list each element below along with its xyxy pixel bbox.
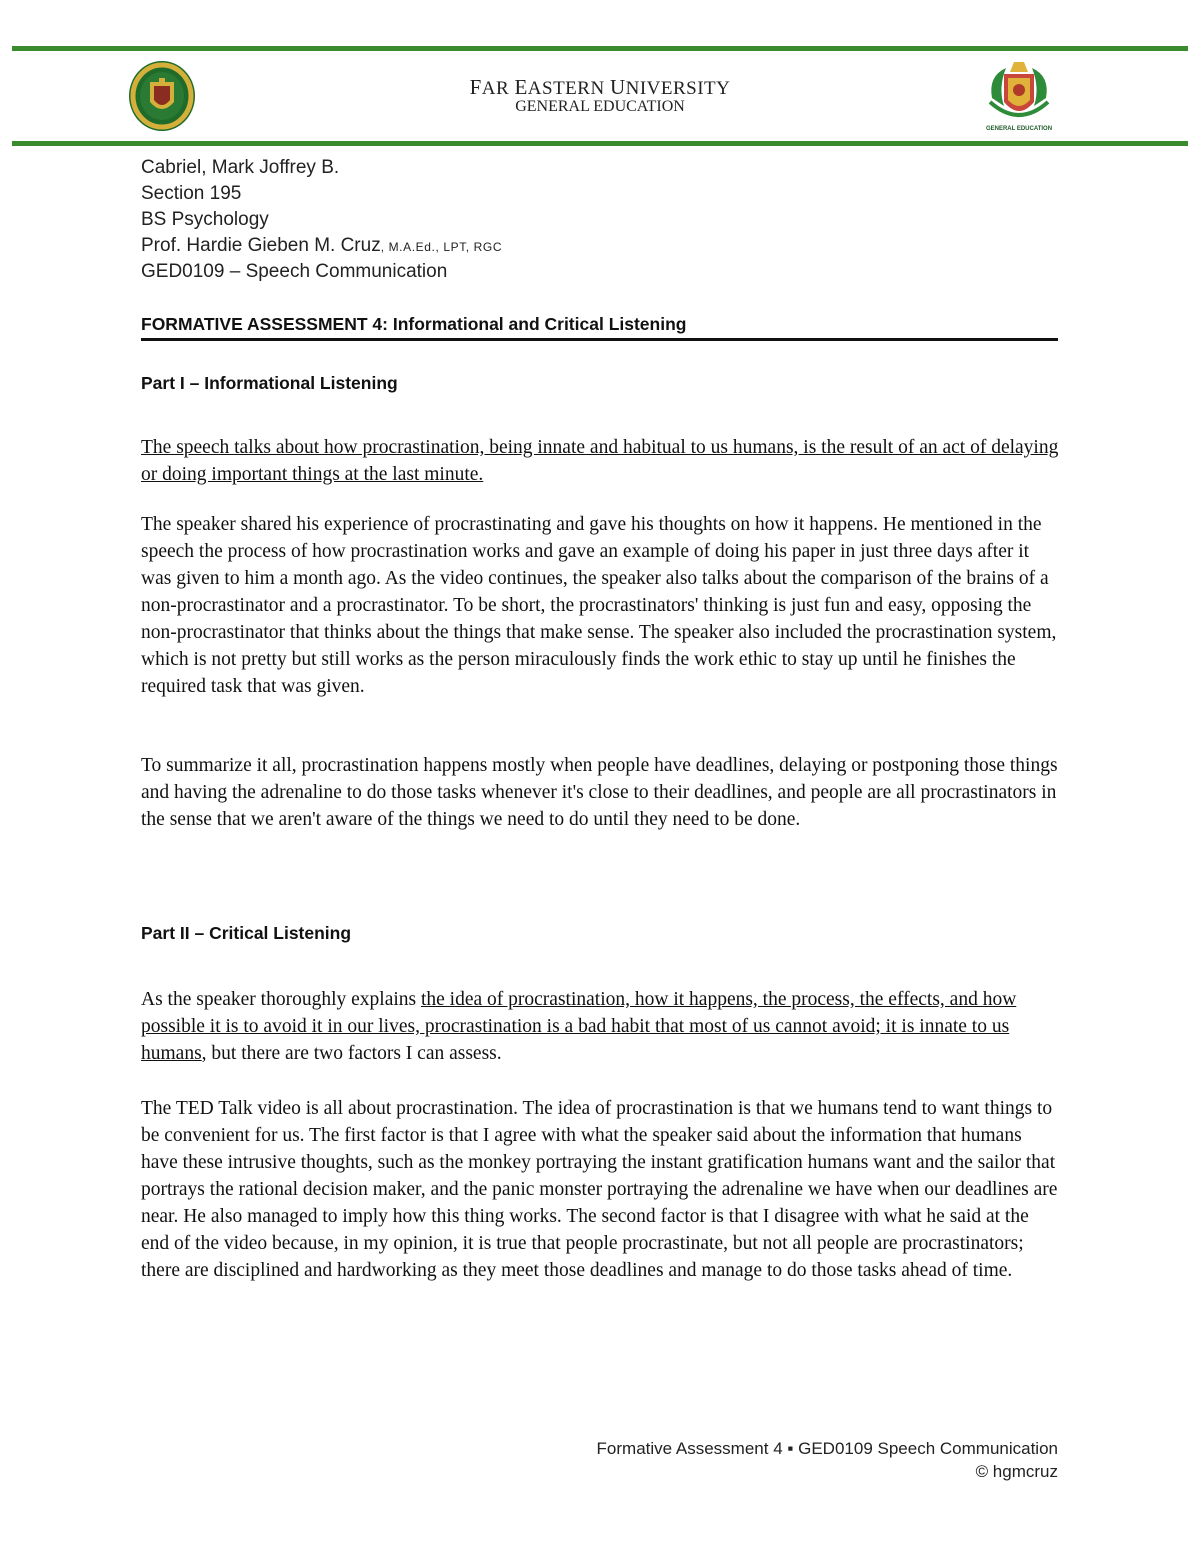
part1-heading: Part I – Informational Listening xyxy=(141,373,398,393)
page-footer xyxy=(597,1437,1058,1483)
university-name: FAR EASTERN UNIVERSITY xyxy=(469,75,731,99)
professor-line xyxy=(141,233,502,260)
professor-name: Prof. Hardie Gieben M. Cruz xyxy=(141,235,381,256)
footer-line-1: Formative Assessment 4 ▪ GED0109 Speech Communication xyxy=(596,1439,1058,1458)
professor-credentials: , M.A.Ed., LPT, RGC xyxy=(380,240,503,254)
course-name: GED0109 – Speech Communication xyxy=(141,261,448,282)
part1-paragraph-2: The speaker shared his experience of procrastinating and gave his thoughts on how it happens. He mentioned in the speech the process of how procrastination works and gave an example of doing his paper in just three days after it was given to him a month ago. As the video continues, the speaker also talks about the comparison of the brains of a non-procrastinator and a procrastinator. To be short, the procrastinators' thinking is just fun and easy, opposing the non-procrastinator that thinks about the things that make sense. The speaker also included the procrastination system, which is not pretty but still works as the person miraculously finds the work ethic to stay up until he finishes the required task that was given. xyxy=(141,514,1057,697)
header-top-rule xyxy=(12,46,1188,51)
emblem-caption: GENERAL EDUCATION xyxy=(985,126,1053,132)
part2-intro-end: , but there are two factors I can assess. xyxy=(201,1043,502,1064)
header-bottom-rule xyxy=(12,141,1188,146)
part2-intro: As the speaker thoroughly explains xyxy=(141,989,421,1010)
part2-paragraph-2: The TED Talk video is all about procrastination. The idea of procrastination is that we humans tend to want things to be convenient for us. The first factor is that I agree with what the speaker said about the information that humans have these intrusive thoughts, such as the monkey portraying the instant gratification humans want and the sailor that portrays the rational decision maker, and the panic monster portraying the adrenaline we have when our deadlines are near. He also managed to imply how this thing works. The second factor is that I disagree with what he said at the end of the video because, in my opinion, it is true that people procrastinate, but not all people are procrastinators; there are disciplined and hardworking as they meet those deadlines and manage to do those tasks ahead of time. xyxy=(141,1098,1058,1281)
footer-copyright: © hgmcruz xyxy=(975,1462,1058,1481)
part2-paragraph-1 xyxy=(141,986,1061,1067)
student-program: BS Psychology xyxy=(141,209,269,230)
assessment-title: FORMATIVE ASSESSMENT 4: Informational and Critical Listening xyxy=(141,314,1058,341)
part1-paragraph-3: To summarize it all, procrastination happens mostly when people have deadlines, delaying or postponing those things and having the adrenaline to do those tasks whenever it's close to their deadlines, and people are all procrastinators in the sense that we aren't aware of the things we need to do until they need to be done. xyxy=(141,755,1058,830)
student-section: Section 195 xyxy=(141,183,242,204)
general-education-emblem-icon xyxy=(984,58,1054,134)
department-name: GENERAL EDUCATION xyxy=(515,98,685,115)
part2-underlined-claim: the idea of procrastination, how it happens, the process, the effects, and how possible it is to avoid it in our lives, procrastination is a bad habit that most of us cannot avoid; it is innate to us humans xyxy=(141,989,1017,1064)
student-name: Cabriel, Mark Joffrey B. xyxy=(141,157,340,178)
part2-heading: Part II – Critical Listening xyxy=(141,923,352,943)
university-seal-icon xyxy=(128,60,196,132)
part1-summary: The speech talks about how procrastination, being innate and habitual to us humans, is the result of an act of delaying or doing important things at the last minute. xyxy=(141,437,1059,485)
